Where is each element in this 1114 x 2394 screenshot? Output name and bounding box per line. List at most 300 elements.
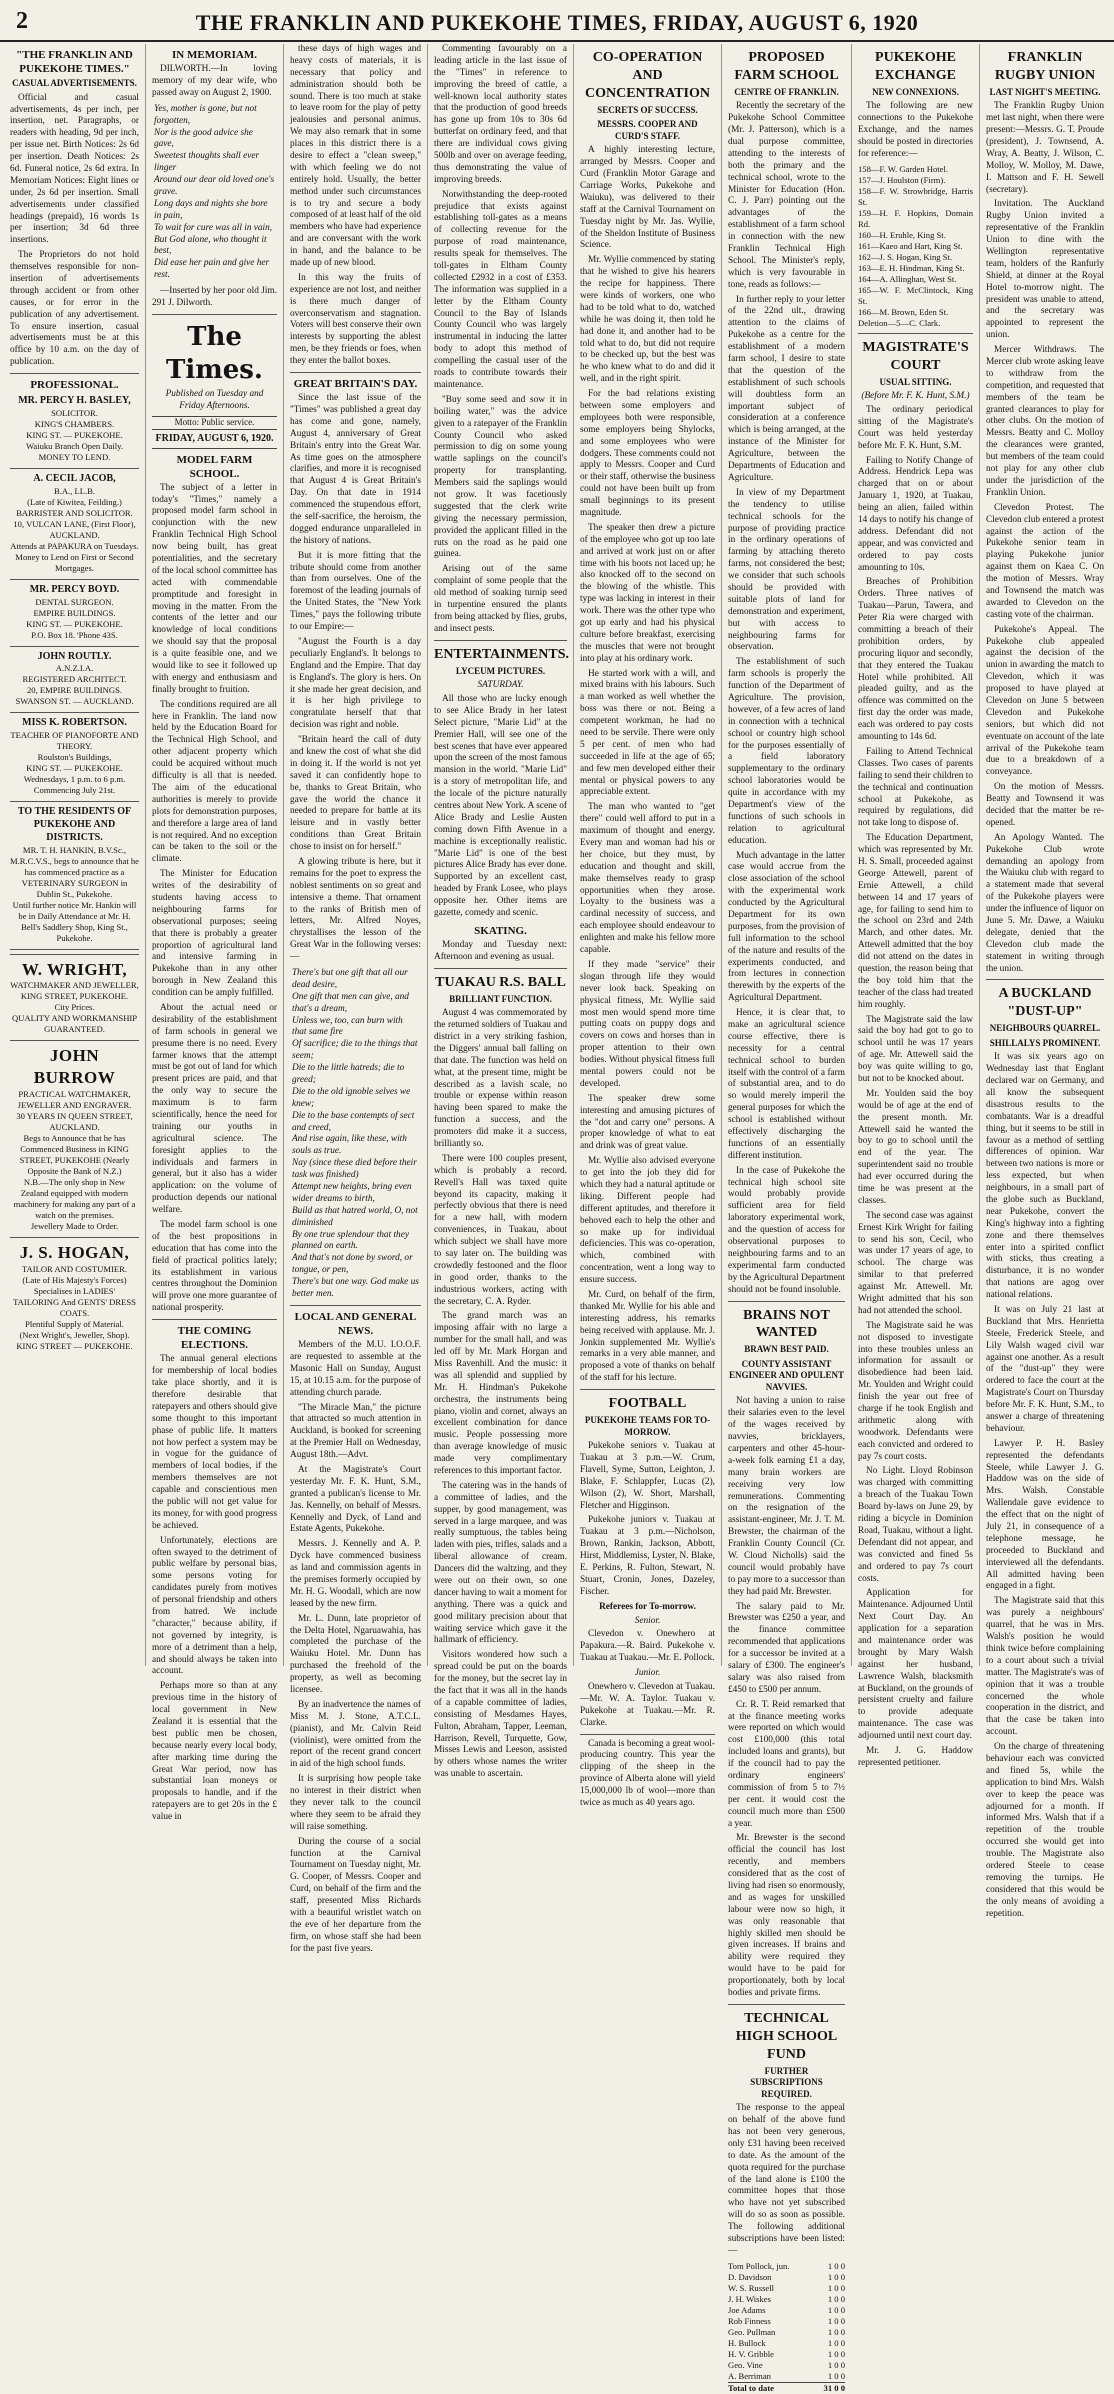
hogan-line: (Next Wright's, Jeweller, Shop). KING STREET — PUKEKOHE. [16,1329,133,1351]
rugby-body [986,101,1104,975]
subscription-row [728,2316,845,2327]
news-item: It is surprising how people take no interest in their district when they never talk to the council where they seem to be afraid they will raise something. [290,1774,421,1832]
britain-paragraph: "August the Fourth is a day peculiarly England's. It belongs to England and the Empire. That day is England's. The glory is hers. On it she made her great decision, and it is her high privilege to congratulate herself that that decision was right and noble. [290,636,421,731]
news-item: "The Miracle Man," the picture that attracted so much attention in Auckland, is booked for screening at the Premier Hall on Wednesday, August 18th.—Advt. [290,1402,421,1461]
divider [10,1040,139,1041]
card-line: Commencing July 21st. [33,785,116,796]
subscription-amount: 1 0 0 [827,2315,845,2326]
wright-line: QUALITY AND WORKMANSHIP GUARANTEED. [11,1013,138,1035]
coop-paragraph: He started work with a will, and mixed brains with his labours. Such a man worked as well whether the boss was there or not. Being a competent workman, he had no need to be servile. There were only 5 per cent. of men who had succeeded in life at the age of 65; and few men developed either their mental or physical powers to any appreciable extent. [580,668,715,798]
ball-paragraph: The catering was in the hands of a committee of ladies, and the supper, by good management, was served in a large marquee, and was really sumptuous, the tables being laden with pies, trifles, salads and a liberal allowance of cream. Dancers did the waltzing, and they were out on their own, so one dancer having to wait a moment for anything. There was a quick and good military precision about that waiting service which gave it the hallmark of efficiency. [434,1480,567,1646]
poem-line: Build as that hatred world, O, not diminished [292,1205,418,1228]
card-line: KING ST. — PUKEKOHE. [26,430,123,441]
exchange-entry: 163—E. H. Hindman, King St. [858,262,965,273]
editorial-paragraph: About the actual need or desirability of the establishment of farm schools in general we presume there is no need. Every farmer knows that the attempt must be got out of land for which present prices are paid, and that the only way to secure the maximum is to farm scientifically, hence the need for training our youths in agricultural science. The foresight applies to the individuals and farmers in general, but it also has a wider application: on the volume of production depends our national welfare. [152,1002,277,1216]
saturday-label: SATURDAY. [477,680,524,691]
card-line: SWANSON ST. — AUCKLAND. [15,696,134,707]
coop-paragraph: The speaker drew some interesting and amusing pictures of the "dot and carry one" persons. A proper knowledge of what to eat and drink was of great value. [580,1093,715,1152]
card-line: EMPIRE BUILDINGS. [33,607,116,618]
lyceum-text: All those who are lucky enough to see Alice Brady in her latest Select picture, "Marie Lid" at the Premier Hall, will see one of the best scenes that have ever appeared upon the screen of the most famous mansion in the world. "Marie Lid" is a story of metropolitan life, and the locale of the picture naturally centres about New York. A scene of Alice Brady and Leslie Austen coming down Fifth Avenue in a machine is exceptionally realistic. "Marie Lid" is one of the best pictures Alice Brady has ever done. Supported by an excellent cast, headed by Frank Losee, who plays opposite her. Other items are gazette, comedy and scenic. [434,693,567,918]
news-item: During the course of a social function at the Carnival Tournament on Tuesday night, Mr. G. Cooper, of Messrs. Cooper and Curd, on behalf of the firm and the staff, presented Miss Richards with a beautiful wristlet watch on the eve of her departure from the firm, on whose staff she had been for the past five years. [290,1836,421,1954]
subscriber-name: Tom Pollock, jun. [728,2260,790,2271]
column-4 [428,44,574,1780]
poem-line: Die to the old ignoble selves we knew; [292,1086,411,1109]
farm-paragraph: In view of my Department the tendency to utilise technical schools for the purpose of providing practice in the ordinary operations of farming by attaching thereto farms, not considered the best; we consider that such schools should be provided with suitable plots of land for demonstration and experiment, but with access to neighbouring farms for observation. [728,487,845,653]
poem-line: Attempt new heights, bring even wider dreams to birth, [292,1182,412,1204]
football-body [580,1441,715,1599]
brains-paragraph: Cr. R. T. Reid remarked that at the finance meeting works were reported on which would cost £100,000 (this total included loans and grants), but if the council had to pay the ordinary engineers' commission of from 5 to 7½ per cent. it would cost the council much more than £500 a year. [728,1699,845,1829]
subscription-amount: 1 0 0 [827,2293,845,2304]
farm-school-subheading: CENTRE OF FRANKLIN. [734,86,839,97]
divider [10,1237,139,1238]
rugby-subheading: LAST NIGHT'S MEETING. [989,86,1101,97]
court-subheading: USUAL SITTING. [879,376,952,387]
subscriber-name: A. Berriman [728,2370,771,2381]
columns [4,44,1110,2393]
brains-subheading: BRAWN BEST PAID. [744,1344,829,1355]
lyceum-heading: LYCEUM PICTURES. [455,665,546,676]
professional-card [10,395,139,463]
subscription-amount: 1 0 0 [827,2271,845,2282]
divider [10,468,139,469]
tech-fund-text: The response to the appeal on behalf of the above fund has not been very generous, only £31 having been received to date. As the amount of the quota required for the purchase of the land alone is £100 the committee hopes that those who have not yet subscribed will do so as soon as possible. The following additional subscriptions have been listed:— [728,2103,845,2256]
hogan-line: Plentiful Supply of Material. [25,1318,124,1329]
elections-body [152,1354,277,1824]
divider [10,949,139,950]
coop-paragraph: A highly interesting lecture, arranged by Messrs. Cooper and Curd (Franklin Motor Garage and Carriage Works, Pukekohe and Waiuku), was delivered to their staff at the Carnival Tournament on Tuesday night by Mr. Jas. Wyllie, of the Sheldon Institute of Business Science. [580,145,715,251]
farm-paragraph: Recently the secretary of the Pukekohe School Committee (Mr. J. Patterson), which is a dual purpose committee, attending to the interests of both the primary and the technical school, wrote to the Minister for Education (Hon. C. J. Parr) pointing out the advantages of the establishment of a farm school in connection with the new Franklin Technical High School. The Minister's reply, which is very favourable in tone, reads as follows:— [728,101,845,290]
ball-paragraph: The grand march was an imposing affair with no large a number for the small hall, and was led off by Mr. Mark Horgan and Miss Ravenhill. And the music: it was all splendid and supplied by Mr. H. Hindman's Pukekohe orchestra, the instruments being piano, violin and cornet, always an excellent combination for dance music. People possessing more than average knowledge of music made very complimentary references to this important factor. [434,1311,567,1476]
rugby-paragraph: Pukekohe's Appeal. The Pukekohe club appealed against the decision of the union in awarding the match to Clevedon, which it was proposed to have played at Clevedon on June 5 between Clevedon and Pukekohe seniors, but which did not eventuate on account of the late arrival of the Pukekohe team due to a breakdown of a conveyance. [986,624,1104,778]
card-line: REGISTERED ARCHITECT. [22,674,127,685]
divider [580,1734,715,1735]
exchange-entry: 158—F. W. Strowbridge, Harris St. [858,185,973,207]
poem-line: Unless we, too, can burn with that same fire [292,1015,403,1038]
editorial-date: FRIDAY, AUGUST 6, 1920. [152,433,277,449]
exchange-entry: 160—H. Eruhle, King St. [858,229,946,240]
subscription-row [728,2283,845,2294]
farm-paragraph: Hence, it is clear that, to make an agricultural science course effective, there is necessity for a central technical school to burden itself with the control of a farm of substantial area, and to do so would merely imperil the general purposes for which the school is established without effectively discharging the functions of an essentially different institution. [728,1008,845,1161]
subscription-amount: 1 0 0 [827,2282,845,2293]
memoriam-heading: IN MEMORIAM. [172,49,257,61]
card-line: Attends at PAPAKURA on Tuesdays. Money to Lend on First or Second Mortgages. [10,540,139,573]
local-news-heading: LOCAL AND GENERAL NEWS. [294,1310,417,1337]
subscription-amount: 1 0 0 [827,2348,845,2359]
divider [728,1301,845,1302]
buckland-heading: A BUCKLAND "DUST-UP" [998,986,1092,1020]
exchange-heading: PUKEKOHE EXCHANGE [875,50,956,83]
subscription-row [728,2272,845,2283]
divider [10,373,139,374]
total-label: Total to date [728,2382,815,2394]
exchange-subheading: NEW CONNEXIONS. [872,86,959,97]
editorial-paragraph: The conditions required are all here in Franklin. The land now held by the Education Board for the Technical High School, and other adjacent property which could be acquired without much difficulty is all that is needed. The aim of the educational authorities is merely to provide plots for demonstration purposes, and therefore a large area of land is not required. And no exception can be taken to the soil or the climate. [152,699,277,865]
poem-line: There's but one way. God make us better men. [292,1277,419,1300]
referees-junior-label: Junior. [634,1668,661,1679]
burrow-advert [10,1045,139,1232]
rugby-paragraph: On the motion of Messrs. Beatty and Townsend it was decided that the matter be re-opened. [986,782,1104,828]
divider [10,954,139,955]
cattle-paragraph: Commenting favourably on a leading article in the last issue of the "Times" in reference to improving the breed of cattle, a well-known local authority states that the production of good breeds has gone up from 10s to 30s 6d butterfat on ordinary feed, and that there are individual cows giving 500lb and over on average feeding, thus demonstrating the value of improving breeds. [434,44,567,185]
poem-line: By one true splendour that they planned on earth. [292,1229,409,1252]
divider [290,1305,421,1306]
masthead-title: THE FRANKLIN AND PUKEKOHE TIMES, FRIDAY, AUGUST 6, 1920 [195,10,919,35]
ball-paragraph: August 4 was commemorated by the returned soldiers of Tuakau and district in a very striking fashion, the Diggers' annual ball falling on that date. The function was held on what, at the present time, might be described as a lavish scale, no trouble or expense within reason having been spared to make the function a success, and the promoters did make it a success, brilliantly so. [434,1008,567,1149]
noyes-poem [292,968,419,1301]
elections-paragraph: The annual general elections for membership of local bodies take place shortly, and it is therefore desirable that ratepayers and others should give some thought to this important phase of public life. It matters not how perfect a system may be in vogue for the guidance of members of local bodies, if the members themselves are not capable and conscientious men the public will not get value for its money, for with good progress be achieved. [152,1354,277,1531]
exchange-intro: The following are new connections to the Pukekohe Exchange, and the names should be posted in directories for reference:— [858,101,973,159]
court-case: Application for Maintenance. Adjourned Until Next Court Day. An application for a separation and maintenance order was brought by Mary Walsh against her husband, Lawrence Walsh, blacksmith at Buckland, on the grounds of persistent cruelty and failure to provide adequate maintenance. The case was adjourned until next court day. [858,1588,973,1742]
column-3 [284,44,428,1954]
brains-paragraph: Mr. Brewster is the second official the council has lost recently, and members considered that as the cost of living had risen so enormously, and as wages for unskilled labour were now so high, it was only reasonable that highly skilled men should be given increases. If brains and ability were required they would have to be paid for proportionately, both by local bodies and private firms. [728,1833,845,1999]
professional-card [10,651,139,708]
verse-line: Long days and nights she bore in pain, [154,198,268,221]
referees-heading: Referees for To-morrow. [599,1601,696,1612]
news-item: Messrs. J. Kennelly and A. P. Dyck have commenced business as land and commission agents in the premises formerly occupied by Mr. H. G. Woodall, which are now leased by the new firm. [290,1539,421,1609]
divider [10,646,139,647]
burrow-name: JOHN BURROW [33,1046,116,1088]
coop-paragraph: Mr. Wyllie also advised everyone to get into the job they did for which they had a natural aptitude or liking. Different people had different aptitudes, and therefore it behoved each to help the other and so make up for individual deficiencies. This was co-operation, which, combined with concentration, went a long way to ensure success. [580,1156,715,1286]
coop-subheading: SECRETS OF SUCCESS. [597,104,698,115]
hogan-line: Specialises in LADIES' TAILORING And GENTS' DRESS COATS. [13,1285,136,1318]
divider [434,640,567,641]
wright-line: KING STREET, PUKEKOHE. [20,991,129,1002]
referees-senior: Clevedon v. Onewhero at Papakura.—R. Baird. Pukekohe v. Tuakau at Tuakau.—Mr. E. Pollock. [580,1629,715,1664]
court-case: The Magistrate said the law said the boy had got to go to school until he was 17 years of age. Mr. Attewell said the boy was quite willing to go, but not to be knocked about. [858,1014,973,1084]
burrow-line: PRACTICAL WATCHMAKER, JEWELLER AND ENGRAVER. [17,1088,132,1110]
divider [10,801,139,802]
card-line: Until further notice Mr. Hankin will be in Daily Attendance at Mr. H. Bell's Saddlery Shop, King St., Pukekohe. [12,899,137,943]
entertainments-heading: ENTERTAINMENTS. [434,646,569,662]
coop-paragraph: If they made "service" their slogan through life they would never look back. Speaking on physical fitness, Mr. Wyllie said most men would spend more time putting coats on puppy dogs and covers on cows and horses than in proper attention to their own bodies. Without physical fitness full mental powers could not be developed. [580,959,715,1089]
buckland-subheading-2: SHILLALYS PROMINENT. [989,1037,1101,1048]
subscriber-name: Rob Finness [728,2315,771,2326]
divider [434,968,567,969]
divider [580,1389,715,1390]
divider [728,2004,845,2005]
elections-heading: THE COMING ELECTIONS. [177,1325,252,1352]
card-line: KING ST. — PUKEKOHE. [26,763,123,774]
divider [10,712,139,713]
column-6 [722,44,852,2393]
divider [152,1319,277,1320]
subscriber-name: Geo. Pullman [728,2326,776,2337]
skating-heading: SKATING. [474,924,527,937]
subscription-row [728,2360,845,2371]
burrow-line: Jewellery Made to Order. [30,1220,119,1231]
buckland-paragraph: It was six years ago on Wednesday last that Englant declared war on Germany, and all know the subsequent disastrous results to the combatants. War is a dreadful thing, but it seems to be still in favour as a method of settling differences of opinion. War between two nations is more or less expected, but when neighbours, in a small part of the globe such as Buckland, near Pukekohe, convert the King's highway into a fighting zone and there themselves enter into a spirited conflict with sticks, thus creating a disturbance, it is no wonder that nations are agog over national relations. [986,1052,1104,1301]
professional-heading: PROFESSIONAL. [30,379,119,392]
wright-name: W. WRIGHT, [21,959,128,979]
subscription-row [728,2294,845,2305]
rugby-heading: FRANKLIN RUGBY UNION [994,50,1096,83]
card-name: A. CECIL JACOB, [33,473,116,485]
subscription-row [728,2371,845,2383]
subscriber-name: H. Bullock [728,2337,766,2348]
exchange-entry: 157—J. Houlston (Firm). [858,174,946,185]
court-case: Failing to Attend Technical Classes. Two cases of parents failing to send their children to the technical and continuation school at Pukekohe, as required by regulations, did not take long to dispose of. [858,746,973,829]
subscription-amount: 1 0 0 [827,2337,845,2348]
subscription-row [728,2261,845,2272]
poem-line: One gift that men can give, and that's a dream, [292,991,409,1014]
poem-line: And that's not done by sword, or tongue, or pen, [292,1253,413,1276]
card-line: BARRISTER AND SOLICITOR. [16,507,133,518]
wright-line: WATCHMAKER AND JEWELLER, [10,980,139,991]
ball-subheading: BRILLIANT FUNCTION. [449,993,552,1004]
poem-line: Of sacrifice; die to the things that seem; [292,1039,418,1062]
divider [10,579,139,580]
card-line: DENTAL SURGEON. [35,596,114,607]
football-subheading: PUKEKOHE TEAMS FOR TO-MORROW. [584,1415,711,1437]
verse-line: Yes, mother is gone, but not forgotten, [154,103,257,126]
elections-continuation [290,44,421,368]
total-amount: 31 0 0 [815,2382,845,2394]
tech-fund-heading: TECHNICAL HIGH SCHOOL FUND [735,2010,838,2062]
wright-line: City Prices. [54,1002,95,1013]
divider [152,314,277,315]
card-line: 20, EMPIRE BUILDINGS. [26,685,122,696]
football-heading: FOOTBALL [608,1396,687,1412]
professional-cards [10,395,139,949]
memoriam-sign: —Inserted by her poor old Jim. 291 J. Dilworth. [152,286,277,308]
rugby-paragraph: An Apology Wanted. The Pukekohe Club wrote demanding an apology from the Waiuku club with regard to a statement made that several of the Pukekohe players were under the influence of liquor on June 5. Mr. Dawe, a Waiuku delegate, denied that the Clevedon club made the statement in writing through the union. [986,832,1104,974]
court-case: Mr. Youlden said the boy would be of age at the end of the present month. Mr. Attewell said he wanted the boy to go to school until the end of the year. The superintendent said no trouble had ever occurred during the time he was present at the classes. [858,1088,973,1206]
buckland-subheading: NEIGHBOURS QUARREL. [989,1023,1101,1034]
subscription-amount: 1 0 0 [827,2326,845,2337]
editorial-heading: MODEL FARM SCHOOL. [176,453,253,480]
court-case: The Education Department, which was represented by Mr. H. S. Small, proceeded against George Attewell, parent of Ernie Attewell, a child between 14 and 17 years of age, for failing to send him to the school on 23rd and 24th March, and other dates. Mr. Attewell admitted that the boy did not attend on the dates in question, the reason being that the boy told him that the teacher of the class had treated him roughly. [858,833,973,1010]
farm-paragraph: The establishment of such farm schools is properly the function of the Department of Agriculture. The provision, however, of a few acres of land in connection with a technical school or country high school for the purposes essentially of a field laboratory supplementary to the ordinary school laboratories would be quite in accordance with my Department's view of the functions of such schools in relation to agricultural education. [728,657,845,846]
publication-days: Published on Tuesday and Friday Afternoons. [165,389,264,412]
exchange-entry: 158—F. W. Garden Hotel. [858,163,949,174]
card-line: B.A., LL.B. [53,485,96,496]
court-case: The ordinary periodical sitting of the Magistrate's Court was held yesterday before Mr. F. K. Hunt, S.M. [858,405,973,451]
memoriam-text: DILWORTH.—In loving memory of my dear wife, who passed away on August 2, 1900. [152,64,277,98]
editorial-paragraph: The model farm school is one of the best propositions in education that has come into the field of practical politics lately; its establishment in various centres throughout the Dominion will prove one more guarantee of national prosperity. [152,1220,277,1314]
card-name: MISS K. ROBERTSON. [22,717,127,729]
news-item: Mr. L. Dunn, late proprietor of the Delta Hotel, Ngaruawahia, has completed the purchase of the Waiuku Hotel. Mr. Dunn has purchased the freehold of the property, as well as becoming licensee. [290,1613,421,1696]
editorial-paragraph: The Minister for Education writes of the desirability of students having access to neighbouring farms for observational purposes; seeing that there is probably a greater proportion of agricultural land and intensive farming in Pukekohe than in any other borough in New Zealand this condition can be amply fulfilled. [152,869,277,999]
card-line: SOLICITOR. [51,408,98,419]
verse-line: Nor is the good advice she gave, [154,127,253,150]
britain-paragraph: Since the last issue of the "Times" was published a great day has come and gone, namely, August 4, anniversary of Great Britain's entry into the Great War. As time goes on the atmosphere clarifies, and more it is recognised that August 4 is Great Britain's Day. On that date in 1914 commenced the stupendous effort, the self-sacrifice, the heroism, the dogged endurance unparalleled in the history of nations. [290,393,421,546]
column-5 [574,44,722,1808]
card-line: A.N.Z.I.A. [55,663,94,674]
buckland-paragraph: It was on July 21 last at Buckland that Mrs. Henrietta Steele, Frederick Steele, and Lily Walsh waged civil war against one another. As a result of the "dust-up" they were ordered to face the court at the Magistrate's Court on Thursday before Mr. F. K. Hunt, S.M., to answer a charge of threatening behaviour. [986,1305,1104,1434]
card-line: MR. T. H. HANKIN, B.V.Sc., M.R.C.V.S., begs to announce that he has commenced practice as a VETERINARY SURGEON in Dublin St., Pukekohe. [10,844,139,899]
court-case: No Light. Lloyd Robinson was charged with committing a breach of the Tuakau Town Board by-laws on June 29, by riding a bicycle in Dominion Road, Tuakau, without a light. Defendant did not appear, and was convicted and fined 5s and ordered to pay 7s court costs. [858,1466,973,1584]
elections-paragraph: Perhaps more so than at any previous time in the history of local government in New Zealand it is essential that the best public men be chosen, because nearly every local body, after marking time during the Great War period, now has substantial loan moneys or proposals to handle, and if the ratepayers are to get 20s in the £ value in [152,1681,277,1823]
hogan-line: TAILOR AND COSTUMIER. [21,1263,128,1274]
rugby-paragraph: The Franklin Rugby Union met last night, when there were present:—Messrs. G. T. Proude (president), J. Townsend, A. Wray, A. Beatty, J. Wilson, C. Molloy, W. Molloy, M. Dawe, I. Mattson and F. H. Sewell (secretary). [986,101,1104,195]
exchange-entry: 161—Kaeo and Hart, King St. [858,240,963,251]
buckland-paragraph: The Magistrate said that this was purely a neighbours' quarrel, that he was in Mrs. Walsh's position he would think twice before complaining to a court about such a trivial matter. The Magistrate's was of opinion that it was a trouble concerned the whole cooperation in the district, and that the case be taken into account. [986,1596,1104,1738]
card-name: MR. PERCY H. BASLEY, [18,395,131,407]
brains-subheading-2: COUNTY ASSISTANT ENGINEER AND OPULENT NAVVIES. [728,1358,845,1392]
card-name: MR. PERCY BOYD. [29,583,120,595]
wright-advert [10,959,139,1036]
exchange-entry: 164—A. Allinghan, West St. [858,273,957,284]
turnip-paragraph: Arising out of the same complaint of some people that the old method of soaking turnip seed in turpentine ensured the plants from being attacked by flies, grubs, and insect pests. [434,564,567,634]
coop-paragraph: Mr. Curd, on behalf of the firm, thanked Mr. Wyllie for his able and interesting address, his remarks being received with applause. Mr. J. Jonkin supplemented Mr. Wyllie's remarks in a very able manner, and proposed a vote of thanks on behalf of the staff for his lecture. [580,1289,715,1384]
britain-body [290,393,421,964]
britain-paragraph: But it is more fitting that the tribute should come from another than from ourselves. One of the foremost of the leading journals of the United States, the "New York Times," pays the following tribute to our Empire:— [290,550,421,633]
hogan-advert [10,1242,139,1352]
skating-text: Monday and Tuesday next: Afternoon and evening as usual. [434,939,567,962]
subscription-row [728,2327,845,2338]
divider [858,333,973,334]
ball-body [434,1008,567,1781]
tech-fund-subheading: FURTHER SUBSCRIPTIONS REQUIRED. [750,2065,823,2099]
elections-paragraph: Unfortunately, elections are often swayed to the detriment of public welfare by personal bias, some persons voting for candidates purely from motives of personal friendship and others from hatred. We include "character," because ability, if not governed by integrity, is more of a detriment than a help, and should always be taken into account. [152,1535,277,1677]
news-item: Members of the M.U. I.O.O.F. are requested to assemble at the Masonic Hall on Sunday, August 15, at 10.15 a.m. for the purpose of attending church parade. [290,1340,421,1398]
referees-junior: Onewhero v. Clevedon at Tuakau.—Mr. W. A. Taylor. Tuakau v. Pukekohe at Tuakau.—Mr. R. Clarke. [580,1681,715,1728]
subscription-row [728,2338,845,2349]
memoriam-verse [154,104,275,282]
exchange-entry: 165—W. F. McClintock, King St. [858,284,973,306]
court-before: (Before Mr. F. K. Hunt, S.M.) [861,391,970,402]
rugby-paragraph: Clevedon Protest. The Clevedon club entered a protest against the action of the Pukekohe senior team in playing Pukekohe junior against them on Kaea C. On the motion of Messrs. Wray and Townsend the match was awarded to Clevedon on the casting vote of the chairman. [986,502,1104,620]
professional-card [10,806,139,943]
court-case: Mr. J. G. Haddow represented petitioner. [858,1745,973,1768]
poem-line: And rise again, like these, with souls as true. [292,1134,407,1157]
rugby-paragraph: Invitation. The Auckland Rugby Union invited a representative of the Franklin Union to dine with the Wellington representative team, holders of the Ranfurly Shield, at dinner at the Royal Hotel to-morrow night. The president was unable to attend, and the secretary was appointed to represent the union. [986,199,1104,341]
page-number: 2 [16,8,28,34]
exchange-entry: 166—M. Brown, Eden St. [858,306,949,317]
subscription-amount: 1 0 0 [827,2359,845,2370]
card-name: TO THE RESIDENTS OF PUKEKOHE AND DISTRICTS. [17,806,132,843]
burrow-line: N.B.—The only shop in New Zealand equipped with modern machinery for making any part of a watch on the premises. [13,1176,136,1220]
card-line: Wednesdays, 1 p.m. to 6 p.m. [23,774,126,785]
coop-paragraph: The man who wanted to "get there" could well afford to put in a maximum of thought and energy. Every man and woman had his or her choice, but they must, by education and thought and skill, make themselves ready to grasp opportunities when they arose. Loyalty to the business was a cardinal necessity of success, and each employee should endeavour to enlighten and make his fellow more capable. [580,802,715,956]
column-1 [4,44,146,1666]
exchange-list [858,164,973,329]
ball-paragraph: Visitors wondered how such a spread could be put on the boards for the money, but the secret lay in the fact that it was all in the hands of a capable committee of ladies, consisting of Mesdames Hayes, Fulton, Abraham, Tapper, Leeman, Harrison, Revell, Turquette, Gow, Misses Lewis and Leeson, assisted by others whose names the writer was unable to ascertain. [434,1650,567,1780]
exchange-entry: 159—H. F. Hopkins, Domain Rd. [858,207,973,229]
farm-school-heading: PROPOSED FARM SCHOOL [734,50,839,83]
hogan-name: J. S. HOGAN, [19,1242,130,1262]
local-news-body [290,1340,421,1956]
divider [290,372,421,373]
court-case: Breaches of Prohibition Orders. Three natives of Tuakau—Parun, Tawera, and Peter Ria were charged with committing a breach of their prohibition orders, by procuring liquor and secondly, that they entered the Tuakau Hotel while prohibited. All pleaded guilty, and as the offence was committed on the first day the order was made, each was ordered to pay costs amounting to 14s 6d. [858,577,973,743]
brains-body [728,1396,845,2000]
continuation-paragraph: In this way the fruits of experience are not lost, and neither is there much danger of overconservatism and stagnation. Voters will best conserve their own interests by supporting the ablest men, be they friends or foes, when they enter the ballot boxes. [290,272,421,367]
subscriber-name: W. S. Russell [728,2282,775,2293]
coop-body [580,145,715,1385]
subscriber-name: Geo. Vine [728,2359,763,2370]
buckland-body [986,1052,1104,1920]
poem-line: Nay (since these died before their task was finished) [292,1158,417,1181]
card-line: KING ST. — PUKEKOHE. [26,618,123,629]
referees-senior-label: Senior. [634,1615,661,1626]
masthead [0,0,1114,42]
coop-paragraph: For the bad relations existing between some employers and employees both were responsible, some employers being Shylocks, and some employees who were dodgers. These comments could not apply to Messrs. Cooper and Curd or their staff, otherwise the business could not have been built up from small beginnings to its present magnitude. [580,389,715,518]
exchange-entry: 162—J. S. Hogan, King St. [858,251,953,262]
card-name: JOHN ROUTLY. [37,650,112,662]
court-body [858,405,973,1770]
news-item: At the Magistrate's Court yesterday Mr. F. K. Hunt, S.M., granted a publican's license to Mr. Jas. Kennelly, on behalf of Messrs. Kennelly and Dyck, of Land and Estate Agents, Pukekohe. [290,1464,421,1535]
verse-line: Did ease her pain and give her rest. [154,258,270,281]
farm-paragraph: Much advantage in the latter case would accrue from the close association of the school with the experimental work conducted by the Agricultural Department for its own purposes, from the provision of full information to the school of the nature and results of the experiments conducted, and from lectures in connection therewith by the experts of the Agricultural Department. [728,850,845,1004]
verse-line: To wait for cure was all in vain, [154,222,273,233]
farm-paragraph: In the case of Pukekohe the technical high school site would probably provide sufficient area for field laboratory experimental work, and the question of access for observational purposes to neighbouring farms and to an experimental farm conducted by the Agricultural Department should not be found insoluble. [728,1165,845,1295]
card-line: Waiuku Branch Open Daily. [25,441,124,452]
editorial-paragraph: The subject of a letter in today's "Times," namely a proposed model farm school in conjunction with the new Franklin Technical High School now being built, has great potentialities, and the secretary of the local school committee has acted with commendable promptitude and foresight in moving in the matter. From the contents of the letter and our knowledge of local conditions we should say that the proposal is a quite feasible one, and we would like to see it followed up with energy and enthusiasm and finally brought to fruition. [152,482,277,695]
card-line: TEACHER OF PIANOFORTE AND THEORY. [10,730,139,752]
buckland-paragraph: On the charge of threatening behaviour each was convicted and fined 5s, while the application to bind Mrs. Walsh over to keep the peace was adjourned for a month. If informed Mrs. Walsh that if a repetition of the trouble occurred she would get into trouble. The Magistrate also ordered Steele to cease removing the turnips. He considered that this would be the only means of avoiding a repetition. [986,1742,1104,1919]
coop-subheading-2: MESSRS. COOPER AND CURD'S STAFF. [597,119,698,141]
ball-heading: TUAKAU R.S. BALL [435,974,566,990]
card-line: 10, VULCAN LANE, (First Floor), AUCKLAND. [13,518,136,540]
britain-paragraph: "Britain heard the call of duty and knew the cost of what she did in doing it. If the world is not yet saved it can confidently hope to be, thanks to Great Britain, who gave the world the chance it needed to prepare for battle at its leisure and in vastly better conditions than Great Britain chose to insist on for herself." [290,735,421,853]
column-7 [852,44,980,1768]
verse-line: Around our dear old loved one's grave. [154,175,275,197]
wattle-paragraph: "Buy some seed and sow it in boiling water," was the advice given to a ratepayer of the Franklin County Council who asked permission to dig on some young wattle saplings on the council's property for transplanting. Members said the saplings would not grow. It was facetiously suggested that the clerk write giving the necessary permission, provided the applicant filled in the ruts on the road as he paid one guinea. [434,394,567,560]
exchange-entry: Deletion—5—C. Clark. [858,317,941,328]
subscription-row [728,2349,845,2360]
burrow-line: Begs to Announce that he has Commenced Business in KING STREET, PUKEKOHE (Nearly Opposite the Bank of N.Z.) [19,1132,130,1176]
brains-paragraph: Not having a union to raise their salaries even to the level of the wages received by navvies, bricklayers, carpenters and other 45-hour-a-week folk earning £1 a day, many brain workers are receiving very low remunerations. Commenting on the resignation of the assistant-engineer, Mr. J. T. M. Brewster, the chairman of the Franklin County Council (Cr. W. Cloud Nicholls) said the council would probably have to pay more to a successor than they had paid Mr. Brewster. [728,1396,845,1597]
paper-nameplate: The Times. [166,321,263,386]
team-list: Pukekohe juniors v. Tuakau at Tuakau at 3 p.m.—Nicholson, Brown, Rankin, Jackson, Abbott, Hirst, Middlemiss, Lyster, N. Blake, E. Perkins, R. Fulton, Stewart, N. Stuart, Cronin, Jones, Dazeley, Fischer. [580,1515,715,1597]
professional-card [10,584,139,641]
burrow-line: 30 YEARS IN QUEEN STREET, AUCKLAND. [16,1110,133,1132]
subscriber-name: D. Davidson [728,2271,772,2282]
court-case: The second case was against Ernest Kirk Wright for failing to send his son, Cecil, who was under 17 years of age, to school. The charge was similar to that preferred against Mr. Attewell. Mr. Wright admitted that his son had not attended the school. [858,1210,973,1316]
hogan-line: (Late of His Majesty's Forces) [22,1274,127,1285]
buckland-paragraph: Lawyer P. H. Basley represented the defendants Steele, while Lawyer J. G. Haddow was on the side of Mrs. Walsh. Constable Wallendale gave evidence to the effect that on the night of July 21, in consequence of a telephone message, he proceeded to Buckland and interviewed all the defendants. All admitted having been engaged in a fight. [986,1438,1104,1592]
brains-paragraph: The salary paid to Mr. Brewster was £250 a year, and the finance committee recommended that applications for a successor be invited at a salary of £300. The engineer's salary was also raised from £450 to £500 per annum. [728,1601,845,1695]
professional-card [10,717,139,796]
poem-line: Die to the little hatreds; die to greed; [292,1063,405,1085]
court-case: Failing to Notify Change of Address. Hendrick Lepa was charged that on or about January 1, 1920, at Tuakau, being an alien, failed within 14 days to notify his change of address. Defendant did not appear, and was convicted and ordered to pay costs amounting to 10s. [858,455,973,573]
casual-ads-heading: CASUAL ADVERTISEMENTS. [12,78,137,89]
subscription-total-row [728,2382,845,2394]
coop-paragraph: The speaker then drew a picture of the employee who got up too late and arrived at work just on or after time with his boots not laced up; he also knocked off to the second on the blowing of the whistle. This type was lacking in interest in their work. There was the other type who got up early and had his physical culture before breakfast, exercising the muscles that were not brought into play at his ordinary work. [580,522,715,664]
subscription-amount: 1 0 0 [827,2260,845,2271]
column-2 [146,44,284,1823]
wool-paragraph: Canada is becoming a great wool-producing country. This year the clipping of the sheep in the province of Alberta alone will yield 15,000,000 lb of wool—more than twice as much as 40 years ago. [580,1738,715,1808]
card-line: (Late of Kiwitea, Feilding.) [27,496,122,507]
subscriber-name: H. V. Gribble [728,2348,774,2359]
paper-notice-heading: "THE FRANKLIN AND PUKEKOHE TIMES." [16,49,133,76]
coop-paragraph: Mr. Wyllie commenced by stating that he wished to give his hearers the recipe for happiness. There were kinds of workers, one who had to be told what to do, watched while he was doing it, then told he had done it, and another had to be told what to do, but did not require to be checked up, but the best was he who knew what to do and did it well, and in the right spirit. [580,255,715,385]
ball-paragraph: There were 100 couples present, which is probably a record. Revell's Hall was taxed quite beyond its capacity, making it perfectly obvious that there is need for a new hall, with modern conveniences, in Tuakau, about which subject we shall have more to say later on. The building was crowdedly festooned and the floor in good order, thanks to the industrious workers, acting with the secretary, C. A. Ryder. [434,1153,567,1307]
editorial-body [152,483,277,1315]
farm-school-body [728,101,845,1296]
subscription-amount: 1 0 0 [827,2370,845,2381]
team-list: Pukekohe seniors v. Tuakau at Tuakau at 3 p.m.—W. Crum, Flavell, Syme, Sutton, Leighton, J. Blake, F. Schlappfer, Lucas (2), Wilson (2), W. Short, Marshall, Fletcher and Higginson. [580,1441,715,1511]
poem-line: Die to the base contempts of sect and creed, [292,1110,415,1133]
news-item: By an inadvertence the names of Miss M. J. Stone, A.T.C.L. (pianist), and Mr. Calvin Reid (violinist), were omitted from the report of the recent grand concert in aid of the high school funds. [290,1699,421,1770]
card-line: P.O. Box 18. 'Phone 43S. [31,629,118,640]
court-heading: MAGISTRATE'S COURT [862,339,969,373]
britain-paragraph: A glowing tribute is here, but it remains for the poet to express the noblest sentiments on so great and intensive a theme. That ornament to the ranks of British men of letters, Mr. Alfred Noyes, chrystallises the lesson of the Great War in the following verses:— [290,856,421,963]
verse-line: But God alone, who thought it best, [154,234,267,257]
column-8 [980,44,1110,1919]
subscription-row [728,2305,845,2316]
subscription-amount: 1 0 0 [827,2304,845,2315]
ad-conditions: The Proprietors do not hold themselves responsible for non-insertion of advertisements through accident or from other causes, or for error in the publication of any advertisement. To ensure insertion, casual advertisements must be at this office by 10 a.m. on the day of publication. [10,250,139,368]
britain-heading: GREAT BRITAIN'S DAY. [293,378,418,391]
card-line: Roulston's Buildings, [37,752,112,763]
court-case: The Magistrate said he was not disposed to investigate into these troubles unless an information for assault or disobedience had been laid. Mr. Youlden and Wright could finish the year out free of charge if he took English and arithmetic along with woodwork. Defendants were each convicted and ordered to pay 7s court costs. [858,1320,973,1462]
paper-motto: Motto: Public service. [152,416,277,430]
brains-heading: BRAINS NOT WANTED [743,1307,830,1341]
card-line: KING'S CHAMBERS. [34,419,115,430]
continuation-paragraph: these days of high wages and heavy costs of materials, it is necessary that policy and administration should both be sound. There is too much at stake to leave room for the play of petty jealousies and personal animus. We may also remark that in some places in this district there is a desire to effect a "clean sweep," with which feeling we do not entirely hold. Usually, the better method under such circumstances is to try and secure a body composed of at least half of the old members who have had experience and are conversant with the work in hand, and the balance to be made up of new blood. [290,44,421,269]
card-line: MONEY TO LEND. [38,452,111,463]
